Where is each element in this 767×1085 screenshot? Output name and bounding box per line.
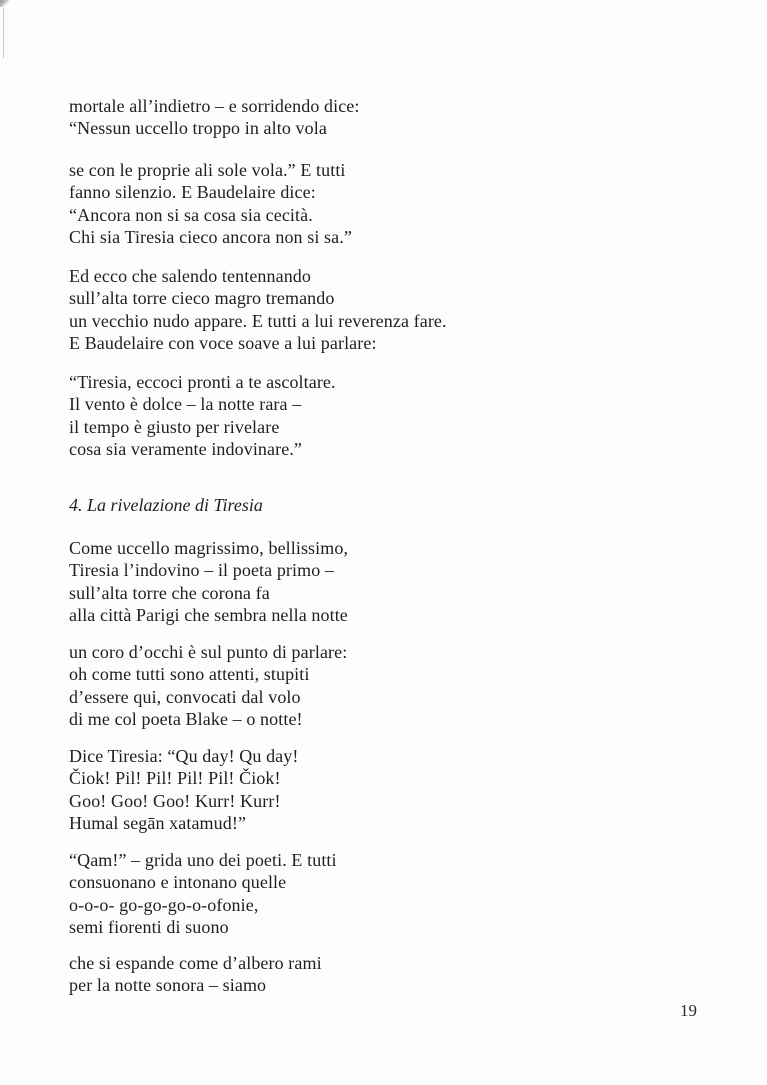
poem-line: un coro d’occhi è sul punto di parlare: — [69, 642, 348, 662]
poem-line: “Tiresia, eccoci pronti a te ascoltare. — [69, 372, 336, 392]
poem-line: sull’alta torre che corona fa — [69, 582, 270, 603]
poem-line: se con le proprie ali sole vola.” E tutti — [69, 160, 346, 180]
poem-line: un vecchio nudo appare. E tutti a lui reverenza fare. — [69, 310, 447, 331]
poem-stanza — [69, 371, 336, 461]
scan-edge-line — [3, 8, 4, 58]
poem-line: alla città Parigi che sembra nella notte — [69, 605, 348, 626]
poem-line: “Ancora non si sa cosa sia cecità. — [69, 204, 313, 225]
poem-line: Come uccello magrissimo, bellissimo, — [69, 538, 349, 558]
poem-line: consuonano e intonano quelle — [69, 872, 287, 893]
poem-line: E Baudelaire con voce soave a lui parlare: — [69, 333, 377, 354]
poem-line: di me col poeta Blake – o notte! — [69, 709, 303, 730]
poem-stanza — [69, 641, 347, 731]
poem-line: oh come tutti sono attenti, stupiti — [69, 664, 310, 685]
poem-line: semi fiorenti di suono — [69, 917, 229, 938]
poem-line: “Nessun uccello troppo in alto vola — [69, 118, 327, 139]
poem-line: Čiok! Pil! Pil! Pil! Pil! Čiok! — [69, 768, 281, 789]
poem-line: Il vento è dolce – la notte rara – — [69, 394, 302, 415]
poem-stanza — [69, 745, 298, 835]
poem-line: Ed ecco che salendo tentennando — [69, 266, 311, 286]
poem-line: Tiresia l’indovino – il poeta primo – — [69, 560, 335, 581]
poem-stanza — [69, 952, 322, 997]
poem-line: cosa sia veramente indovinare.” — [69, 439, 302, 460]
poem-line: sull’alta torre cieco magro tremando — [69, 288, 335, 309]
poem-line: d’essere qui, convocati dal volo — [69, 686, 301, 707]
poem-line: Goo! Goo! Goo! Kurr! Kurr! — [69, 790, 281, 811]
poem-line: per la notte sonora – siamo — [69, 975, 267, 996]
poem-line: Humal segān xatamud!” — [69, 813, 247, 834]
poem-line: Dice Tiresia: “Qu day! Qu day! — [69, 746, 299, 766]
poem-stanza — [69, 265, 447, 355]
poem-line: che si espande come d’albero rami — [69, 953, 322, 973]
poem-stanza — [69, 849, 337, 939]
poem-line: Chi sia Tiresia cieco ancora non si sa.” — [69, 227, 352, 248]
poem-line: mortale all’indietro – e sorridendo dice: — [69, 96, 360, 116]
poem-stanza — [69, 537, 348, 627]
poem-line: fanno silenzio. E Baudelaire dice: — [69, 182, 316, 203]
poem-line: il tempo è giusto per rivelare — [69, 416, 280, 437]
section-heading: 4. La rivelazione di Tiresia — [69, 495, 263, 515]
poem-stanza — [69, 95, 360, 140]
poem-stanza — [69, 159, 352, 249]
poem-line: “Qam!” – grida uno dei poeti. E tutti — [69, 850, 337, 870]
scan-corner-artifact — [0, 0, 9, 7]
page-number: 19 — [680, 1001, 697, 1020]
poem-line: o-o-o- go-go-go-o-ofonie, — [69, 894, 259, 915]
